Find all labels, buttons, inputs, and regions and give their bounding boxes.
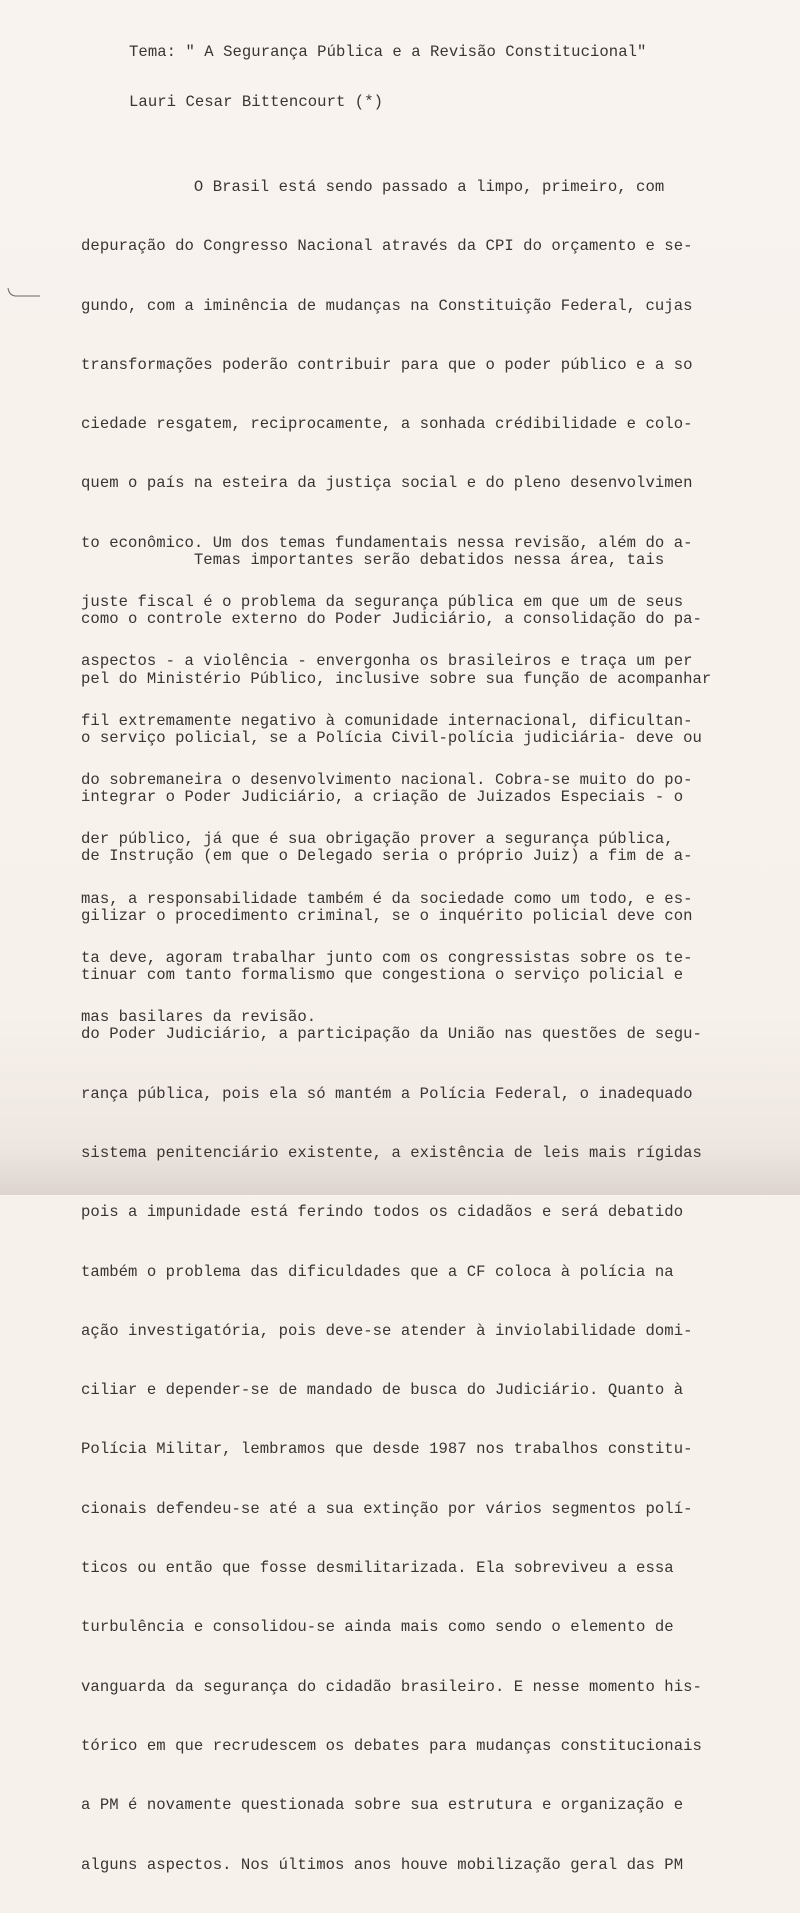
text-line: juste fiscal é o problema da segurança pública em que um de seus <box>81 593 684 612</box>
document-title: Tema: " A Segurança Pública e a Revisão Constitucional" <box>129 43 647 61</box>
text-line: como o controle externo do Poder Judiciário, a consolidação do pa- <box>81 610 702 629</box>
text-line: ciliar e depender-se de mandado de busca do Judiciário. Quanto à <box>81 1381 684 1400</box>
text-line: Temas importantes serão debatidos nessa área, tais <box>81 551 665 569</box>
text-line: fil extremamente negativo à comunidade internacional, dificultan- <box>81 711 693 730</box>
text-line: ação investigatória, pois deve-se atender à inviolabilidade domi- <box>81 1321 693 1340</box>
text-line: rança pública, pois ela só mantém a Polícia Federal, o inadequado <box>81 1084 693 1103</box>
text-line: ticos ou então que fosse desmilitarizada. Ela sobreviveu a essa <box>81 1559 674 1578</box>
text-line: alguns aspectos. Nos últimos anos houve mobilização geral das PM <box>81 1855 684 1874</box>
text-line: pois a impunidade está ferindo todos os cidadãos e será debatido <box>81 1203 684 1222</box>
text-line: tinuar com tanto formalismo que congestiona o serviço policial e <box>81 966 684 985</box>
paragraph-2 <box>81 513 711 1913</box>
text-line: ta deve, agoram trabalhar junto com os congressistas sobre os te- <box>81 948 693 967</box>
text-line: o serviço policial, se a Polícia Civil-polícia judiciária- deve ou <box>81 728 702 747</box>
text-line: aspectos - a violência - envergonha os brasileiros e traça um per <box>81 652 693 671</box>
text-line: de Instrução (em que o Delegado seria o próprio Juiz) a fim de a- <box>81 847 693 866</box>
text-line: O Brasil está sendo passado a limpo, primeiro, com <box>81 178 665 196</box>
text-line: também o problema das dificuldades que a CF coloca à polícia na <box>81 1262 674 1281</box>
text-line: gundo, com a iminência de mudanças na Constituição Federal, cujas <box>81 296 693 315</box>
text-line: a PM é novamente questionada sobre sua estrutura e organização e <box>81 1796 684 1815</box>
text-line: vanguarda da segurança do cidadão brasileiro. E nesse momento his- <box>81 1677 702 1696</box>
document-author: Lauri Cesar Bittencourt (*) <box>129 93 384 111</box>
text-line: to econômico. Um dos temas fundamentais nessa revisão, além do a- <box>81 533 693 552</box>
text-line: cionais defendeu-se até a sua extinção por vários segmentos polí- <box>81 1499 693 1518</box>
text-line: transformações poderão contribuir para que o poder público e a so <box>81 355 693 374</box>
text-line: quem o país na esteira da justiça social e do pleno desenvolvimen <box>81 474 693 493</box>
text-line: pel do Ministério Público, inclusive sobre sua função de acompanhar <box>81 669 712 688</box>
text-line: der público, já que é sua obrigação prover a segurança pública, <box>81 830 674 849</box>
text-line: Polícia Militar, lembramos que desde 1987 nos trabalhos constitu- <box>81 1440 693 1459</box>
text-line: tórico em que recrudescem os debates para mudanças constitucionais <box>81 1736 702 1755</box>
text-line: gilizar o procedimento criminal, se o inquérito policial deve con <box>81 906 693 925</box>
text-line: mas, a responsabilidade também é da sociedade como um todo, e es- <box>81 889 693 908</box>
text-line: ciedade resgatem, reciprocamente, a sonhada crédibilidade e colo- <box>81 415 693 434</box>
text-line: integrar o Poder Judiciário, a criação de Juizados Especiais - o <box>81 788 684 807</box>
text-line: sistema penitenciário existente, a existência de leis mais rígidas <box>81 1143 702 1162</box>
text-line: depuração do Congresso Nacional através da CPI do orçamento e se- <box>81 237 693 256</box>
text-line: turbulência e consolidou-se ainda mais como sendo o elemento de <box>81 1618 674 1637</box>
pencil-margin-mark <box>6 286 42 300</box>
text-line: do Poder Judiciário, a participação da União nas questões de segu- <box>81 1025 702 1044</box>
text-line: do sobremaneira o desenvolvimento nacional. Cobra-se muito do po- <box>81 770 693 789</box>
text-line: mas basilares da revisão. <box>81 1008 317 1027</box>
